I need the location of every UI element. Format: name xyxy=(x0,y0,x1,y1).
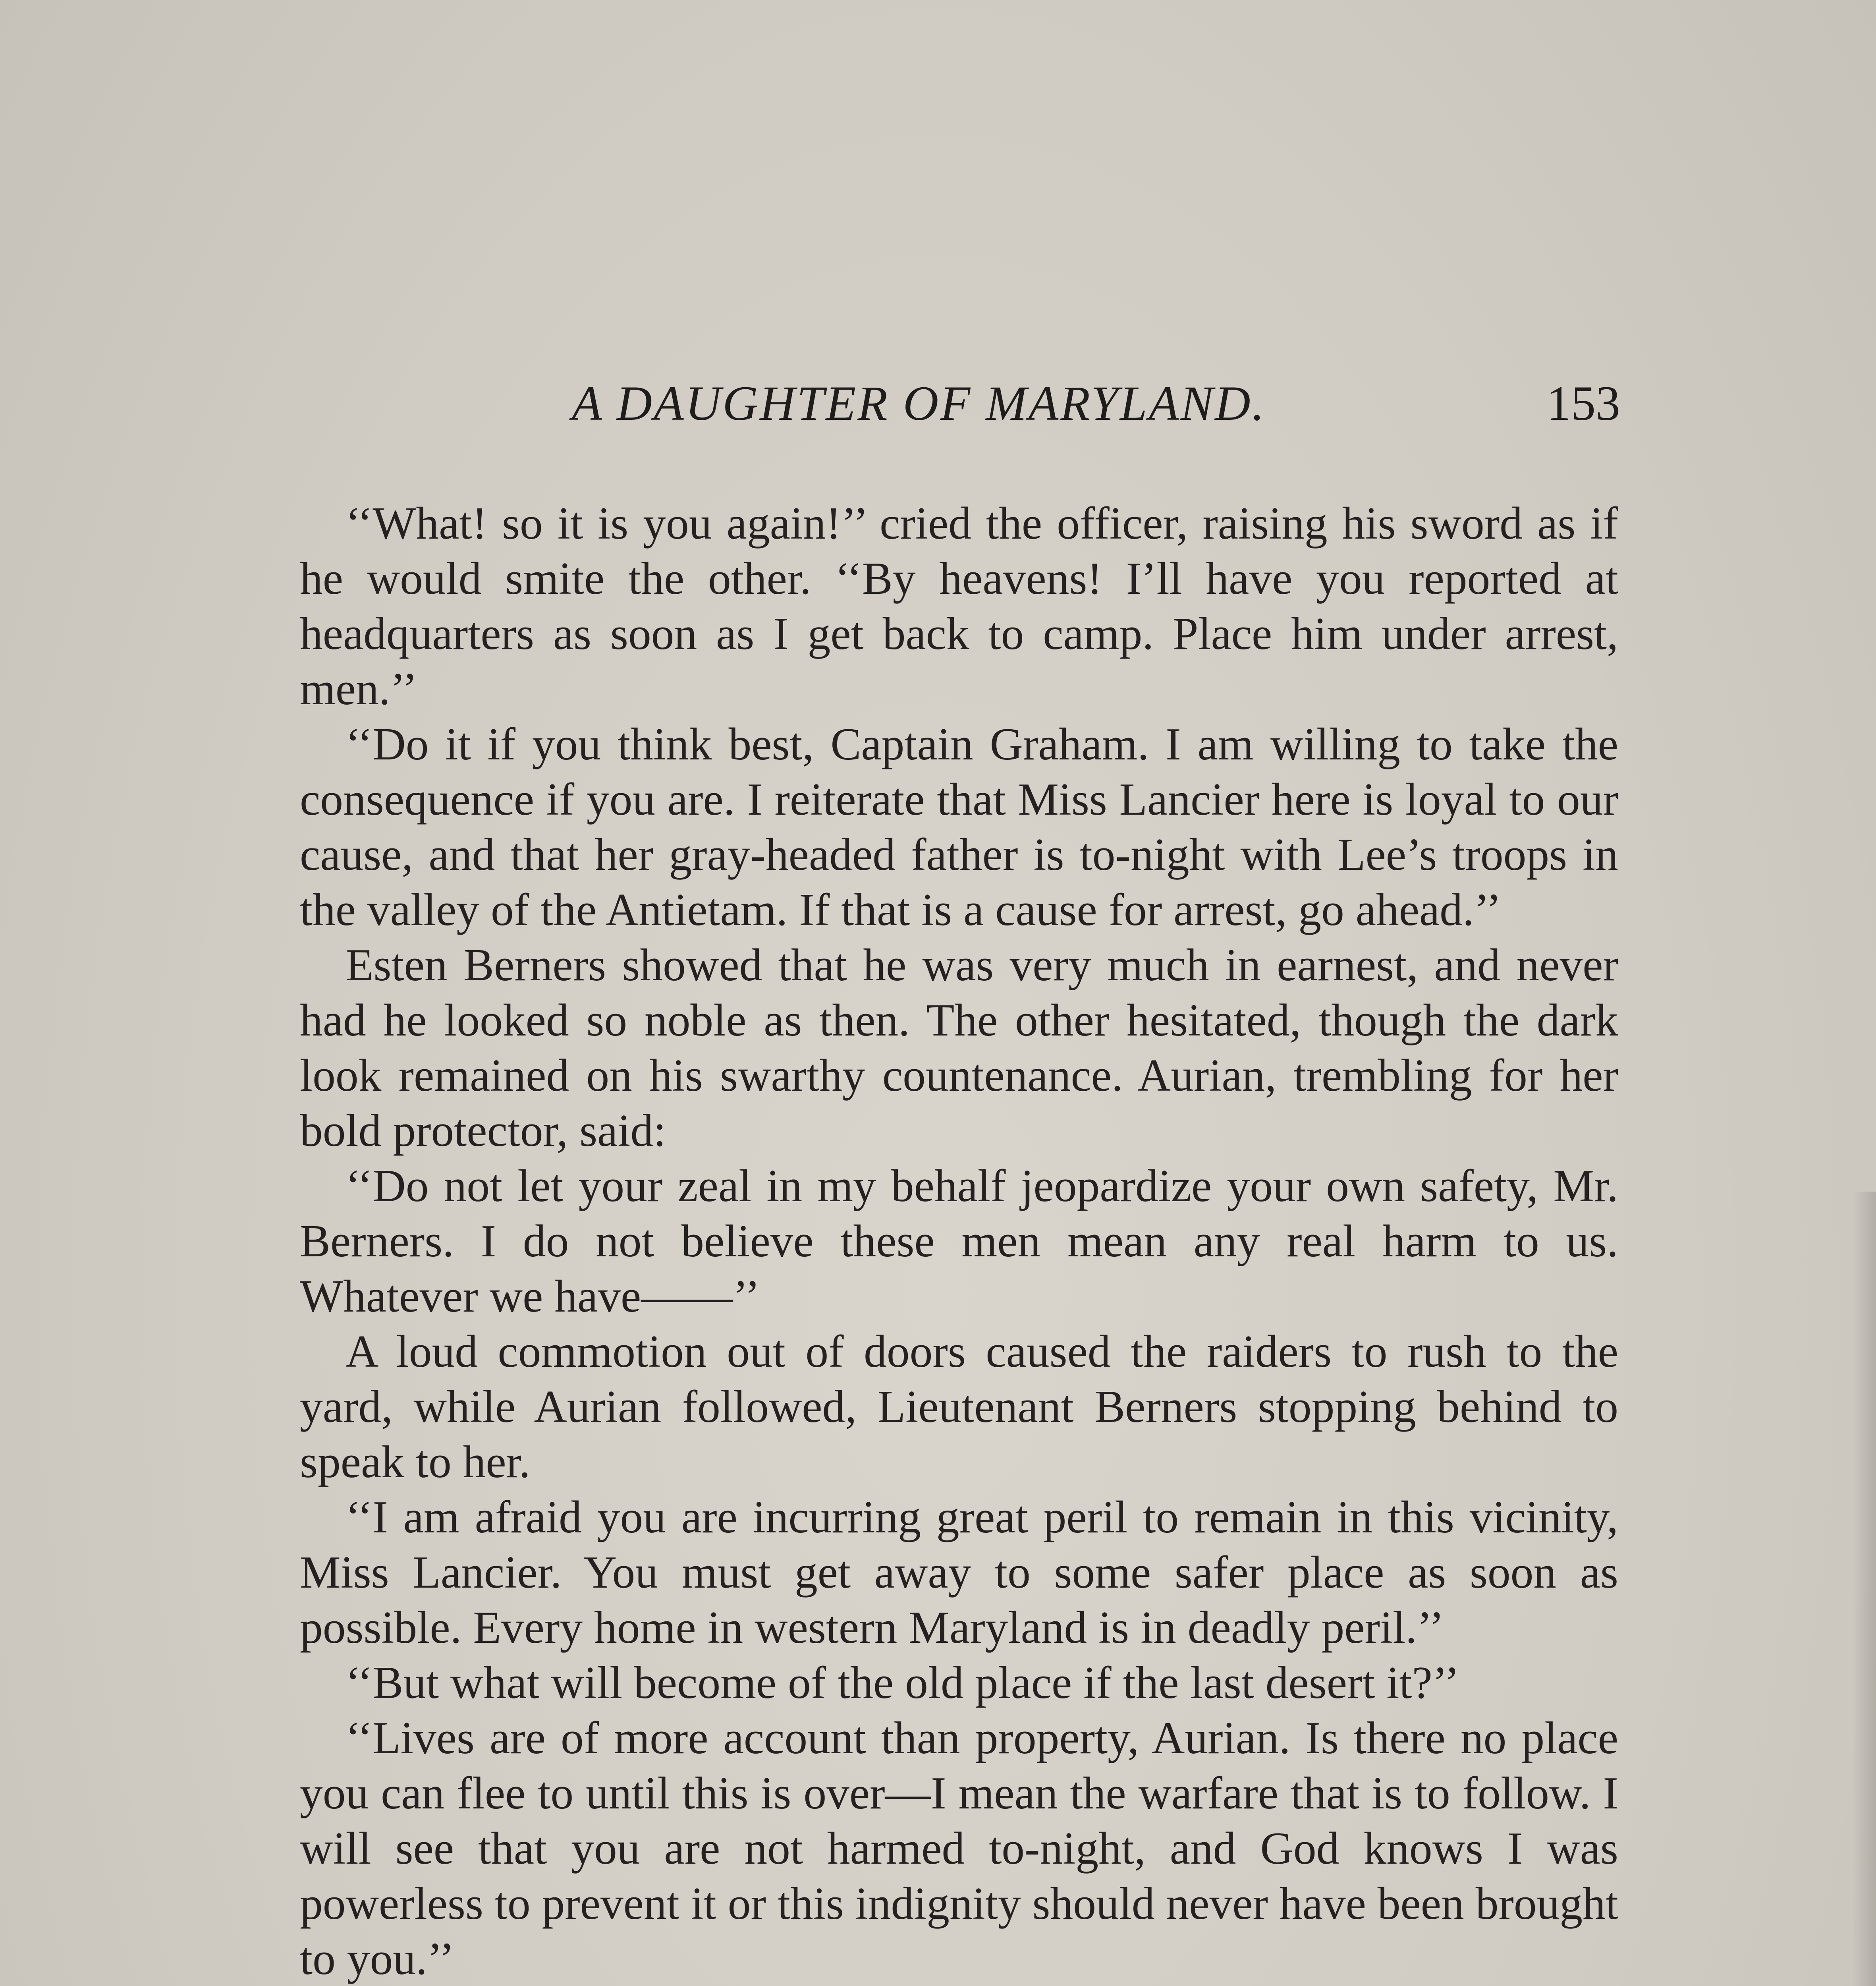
paragraph: ‘‘Do not let your zeal in my behalf jeopardize your own safety, Mr. Berners. I do not believe these men mean any real harm to us. Whatever we have——’’ xyxy=(300,1160,1618,1321)
body-text xyxy=(300,496,1618,1986)
page-header xyxy=(294,375,1620,439)
running-title: A DAUGHTER OF MARYLAND. xyxy=(572,376,1266,431)
paragraph: A loud commotion out of doors caused the raiders to rush to the yard, while Aurian followed, Lieutenant Berners stopping behind to speak to her. xyxy=(300,1326,1618,1487)
paragraph: ‘‘Do it if you think best, Captain Graham. I am willing to take the consequence if you are. I reiterate that Miss Lancier here is loyal to our cause, and that her gray-headed father is to-night with Lee’s troops in the valley of the Antietam. If that is a cause for arrest, go ahead.’’ xyxy=(300,719,1618,935)
page-number: 153 xyxy=(1546,376,1620,431)
paragraph: ‘‘I am afraid you are incurring great peril to remain in this vicinity, Miss Lancier. You must get away to some safer place as soon as possible. Every home in western Maryland is in deadly peril.’’ xyxy=(300,1491,1618,1653)
paragraph: ‘‘Lives are of more account than property, Aurian. Is there no place you can flee to until this is over—I mean the warfare that is to follow. I will see that you are not harmed to-night, and God knows I was powerless to prevent it or this indignity should never have been brought to you.’’ xyxy=(300,1712,1618,1984)
page-edge-shadow xyxy=(1852,1192,1876,1986)
paragraph: ‘‘But what will become of the old place if the last desert it?’’ xyxy=(345,1657,1460,1708)
paragraph: ‘‘What! so it is you again!’’ cried the officer, raising his sword as if he would smite the other. ‘‘By heavens! I’ll have you reported at headquarters as soon as I get back to camp. Place him under arrest, men.’’ xyxy=(300,498,1618,714)
paragraph: Esten Berners showed that he was very much in earnest, and never had he looked so noble as then. The other hesitated, though the dark look remained on his swarthy countenance. Aurian, trembling for her bold protector, said: xyxy=(300,939,1618,1156)
